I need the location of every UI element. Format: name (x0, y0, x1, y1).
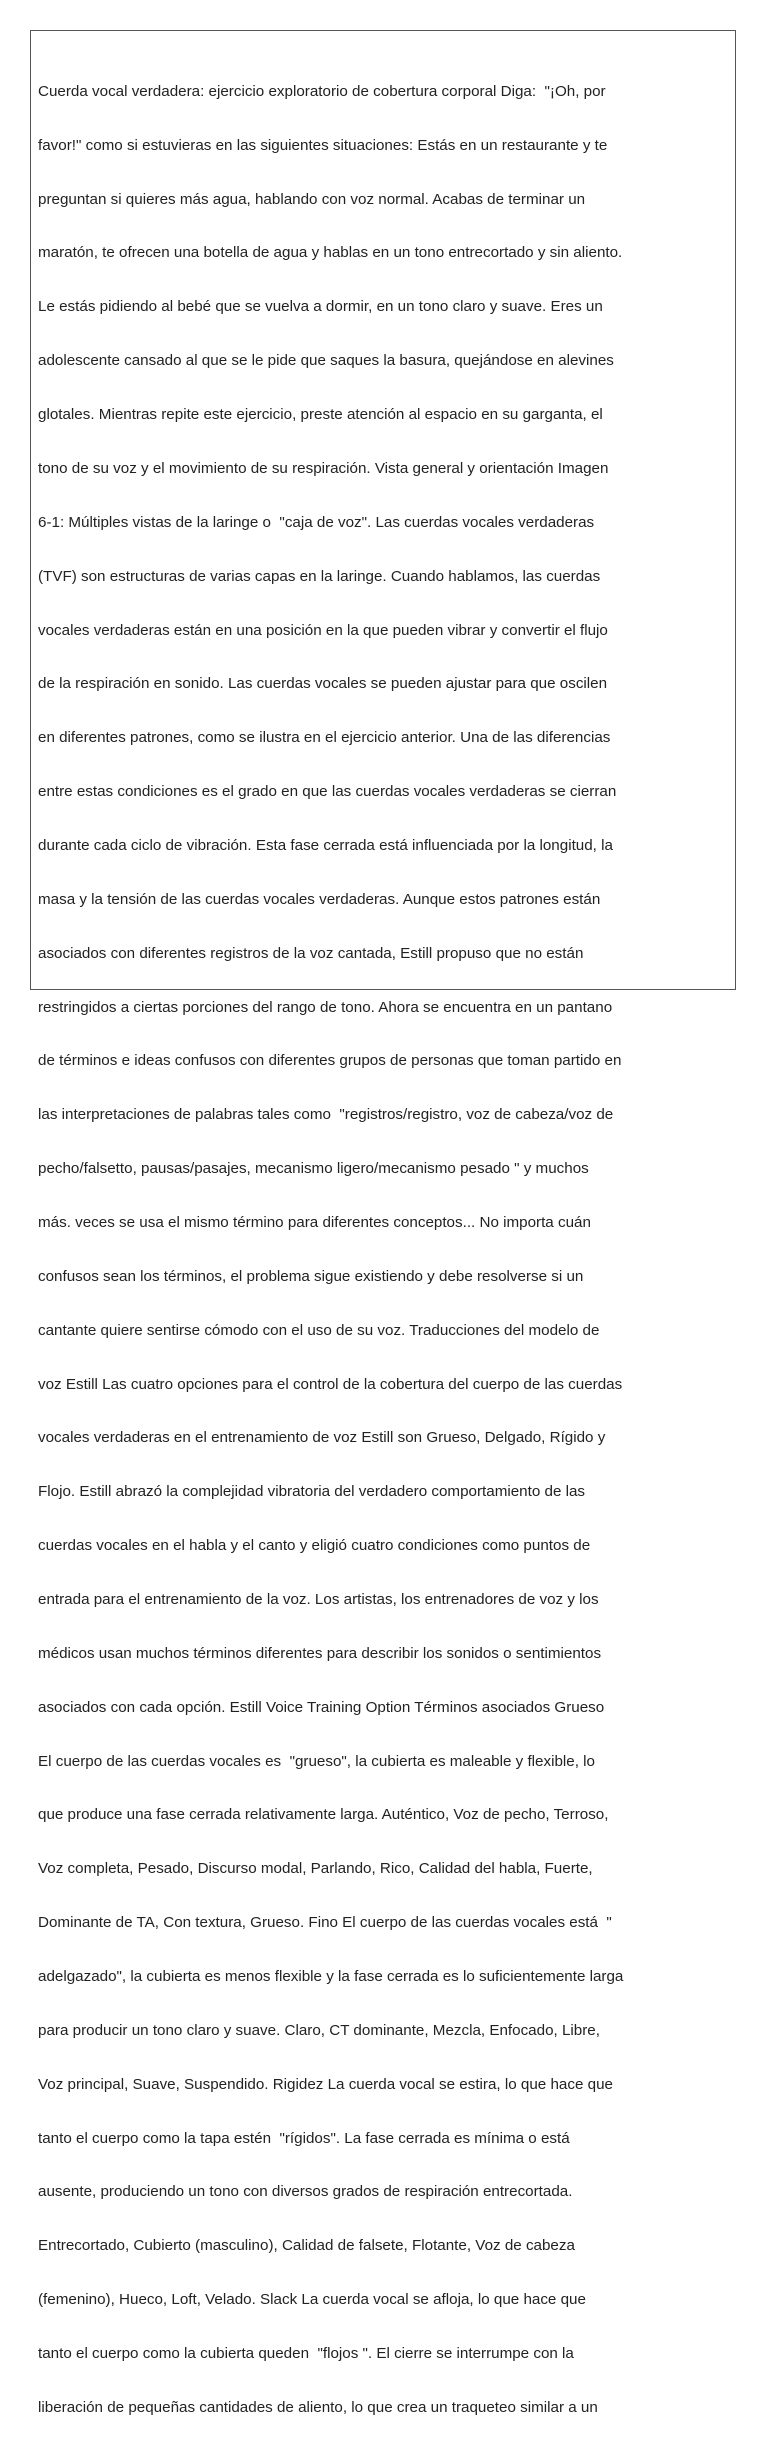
text-line: de la respiración en sonido. Las cuerdas vocales se pueden ajustar para que oscilen (38, 675, 608, 693)
text-line: cantante quiere sentirse cómodo con el uso de su voz. Traducciones del modelo de (38, 1321, 600, 1339)
text-line: ausente, produciendo un tono con diversos grados de respiración entrecortada. (38, 2183, 573, 2201)
text-line: voz Estill Las cuatro opciones para el control de la cobertura del cuerpo de las cuerdas (38, 1375, 623, 1393)
text-line: Cuerda vocal verdadera: ejercicio exploratorio de cobertura corporal Diga: "¡Oh, por (38, 82, 606, 100)
text-line: 6-1: Múltiples vistas de la laringe o "caja de voz". Las cuerdas vocales verdaderas (38, 513, 595, 531)
text-line: Voz completa, Pesado, Discurso modal, Parlando, Rico, Calidad del habla, Fuerte, (38, 1860, 593, 1878)
text-line: restringidos a ciertas porciones del rango de tono. Ahora se encuentra en un pantano (38, 998, 613, 1016)
text-line: tanto el cuerpo como la tapa estén "rígidos". La fase cerrada es mínima o está (38, 2129, 570, 2147)
text-line: entrada para el entrenamiento de la voz. Los artistas, los entrenadores de voz y los (38, 1590, 599, 1608)
text-line: glotales. Mientras repite este ejercicio, preste atención al espacio en su garganta, el (38, 406, 603, 424)
text-line: que produce una fase cerrada relativamente larga. Auténtico, Voz de pecho, Terroso, (38, 1806, 609, 1824)
text-line: vocales verdaderas en el entrenamiento de voz Estill son Grueso, Delgado, Rígido y (38, 1429, 606, 1447)
text-line: más. veces se usa el mismo término para diferentes conceptos... No importa cuán (38, 1213, 591, 1231)
text-line: favor!" como si estuvieras en las siguientes situaciones: Estás en un restaurante y te (38, 136, 608, 154)
text-line: asociados con cada opción. Estill Voice Training Option Términos asociados Grueso (38, 1698, 605, 1716)
text-line: en diferentes patrones, como se ilustra en el ejercicio anterior. Una de las diferencias (38, 729, 611, 747)
document-body-text (38, 47, 728, 2453)
text-line: Voz principal, Suave, Suspendido. Rigidez La cuerda vocal se estira, lo que hace que (38, 2075, 613, 2093)
text-line: vocales verdaderas están en una posición en la que pueden vibrar y convertir el flujo (38, 621, 608, 639)
text-line: para producir un tono claro y suave. Claro, CT dominante, Mezcla, Enfocado, Libre, (38, 2021, 600, 2039)
text-line: médicos usan muchos términos diferentes para describir los sonidos o sentimientos (38, 1644, 602, 1662)
text-line: adelgazado", la cubierta es menos flexible y la fase cerrada es lo suficientemente larga (38, 1967, 624, 1985)
text-line: Flojo. Estill abrazó la complejidad vibratoria del verdadero comportamiento de las (38, 1483, 586, 1501)
text-line: pecho/falsetto, pausas/pasajes, mecanismo ligero/mecanismo pesado " y muchos (38, 1160, 589, 1178)
text-line: asociados con diferentes registros de la voz cantada, Estill propuso que no están (38, 944, 584, 962)
text-line: durante cada ciclo de vibración. Esta fase cerrada está influenciada por la longitud, la (38, 836, 613, 854)
text-line: masa y la tensión de las cuerdas vocales verdaderas. Aunque estos patrones están (38, 890, 601, 908)
text-line: El cuerpo de las cuerdas vocales es "grueso", la cubierta es maleable y flexible, lo (38, 1752, 595, 1770)
text-line: (femenino), Hueco, Loft, Velado. Slack La cuerda vocal se afloja, lo que hace que (38, 2291, 586, 2309)
text-line: cuerdas vocales en el habla y el canto y eligió cuatro condiciones como puntos de (38, 1537, 591, 1555)
text-line: liberación de pequeñas cantidades de aliento, lo que crea un traqueteo similar a un (38, 2398, 598, 2416)
text-line: confusos sean los términos, el problema sigue existiendo y debe resolverse si un (38, 1267, 584, 1285)
text-line: maratón, te ofrecen una botella de agua y hablas en un tono entrecortado y sin aliento. (38, 244, 623, 262)
text-line: Entrecortado, Cubierto (masculino), Calidad de falsete, Flotante, Voz de cabeza (38, 2237, 575, 2255)
text-line: adolescente cansado al que se le pide que saques la basura, quejándose en alevines (38, 352, 614, 370)
text-line: tanto el cuerpo como la cubierta queden "flojos ". El cierre se interrumpe con la (38, 2345, 574, 2362)
text-line: entre estas condiciones es el grado en que las cuerdas vocales verdaderas se cierran (38, 783, 617, 801)
text-line: tono de su voz y el movimiento de su respiración. Vista general y orientación Imagen (38, 459, 609, 477)
text-line: Le estás pidiendo al bebé que se vuelva a dormir, en un tono claro y suave. Eres un (38, 298, 603, 316)
text-line: de términos e ideas confusos con diferentes grupos de personas que toman partido en (38, 1052, 622, 1070)
text-line: (TVF) son estructuras de varias capas en la laringe. Cuando hablamos, las cuerdas (38, 567, 601, 585)
text-line: Dominante de TA, Con textura, Grueso. Fino El cuerpo de las cuerdas vocales está " (38, 1914, 612, 1932)
text-line: las interpretaciones de palabras tales como "registros/registro, voz de cabeza/voz de (38, 1106, 614, 1124)
text-line: preguntan si quieres más agua, hablando con voz normal. Acabas de terminar un (38, 190, 586, 208)
